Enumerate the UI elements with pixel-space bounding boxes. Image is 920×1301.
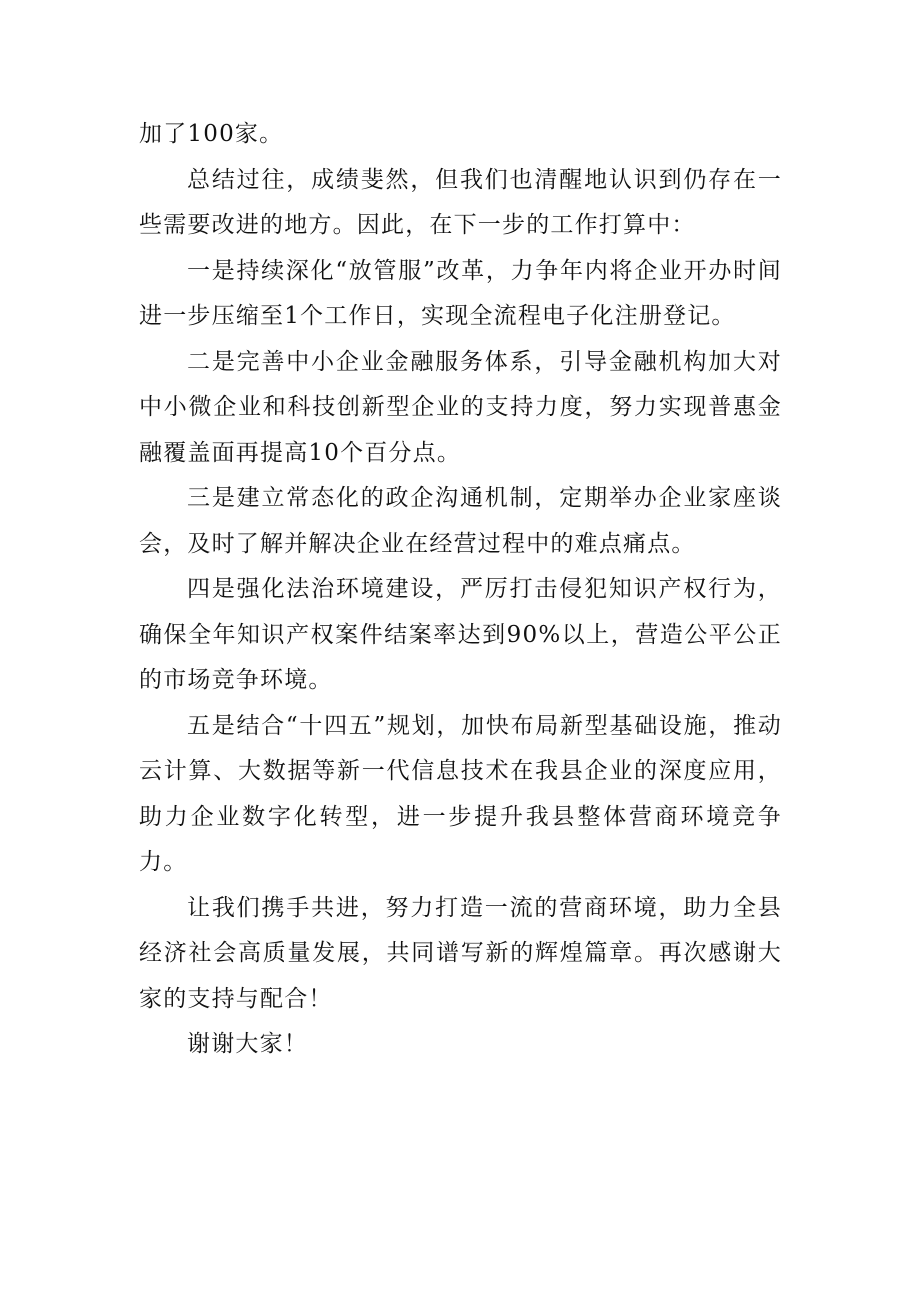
paragraph-plan-1: 一是持续深化“放管服”改革，力争年内将企业开办时间进一步压缩至1个工作日，实现全流程电子化注册登记。	[139, 257, 782, 329]
paragraph-thanks: 谢谢大家！	[187, 1031, 308, 1057]
paragraph-plan-2: 二是完善中小企业金融服务体系，引导金融机构加大对中小微企业和科技创新型企业的支持力度，努力实现普惠金融覆盖面再提高10个百分点。	[139, 348, 782, 466]
paragraph-continuation: 加了100家。	[139, 121, 284, 147]
paragraph-summary: 总结过往，成绩斐然，但我们也清醒地认识到仍存在一些需要改进的地方。因此，在下一步的工作打算中：	[139, 166, 782, 238]
paragraph-plan-3: 三是建立常态化的政企沟通机制，定期举办企业家座谈会，及时了解并解决企业在经营过程中的难点痛点。	[139, 485, 782, 557]
paragraph-plan-5: 五是结合“十四五”规划，加快布局新型基础设施，推动云计算、大数据等新一代信息技术在我县企业的深度应用，助力企业数字化转型，进一步提升我县整体营商环境竞争力。	[139, 712, 782, 875]
paragraph-plan-4: 四是强化法治环境建设，严厉打击侵犯知识产权行为，确保全年知识产权案件结案率达到90%以上，营造公平公正的市场竞争环境。	[139, 576, 782, 693]
paragraph-closing: 让我们携手共进，努力打造一流的营商环境，助力全县经济社会高质量发展，共同谱写新的辉煌篇章。再次感谢大家的支持与配合！	[139, 894, 782, 1012]
document-body	[139, 112, 782, 1068]
